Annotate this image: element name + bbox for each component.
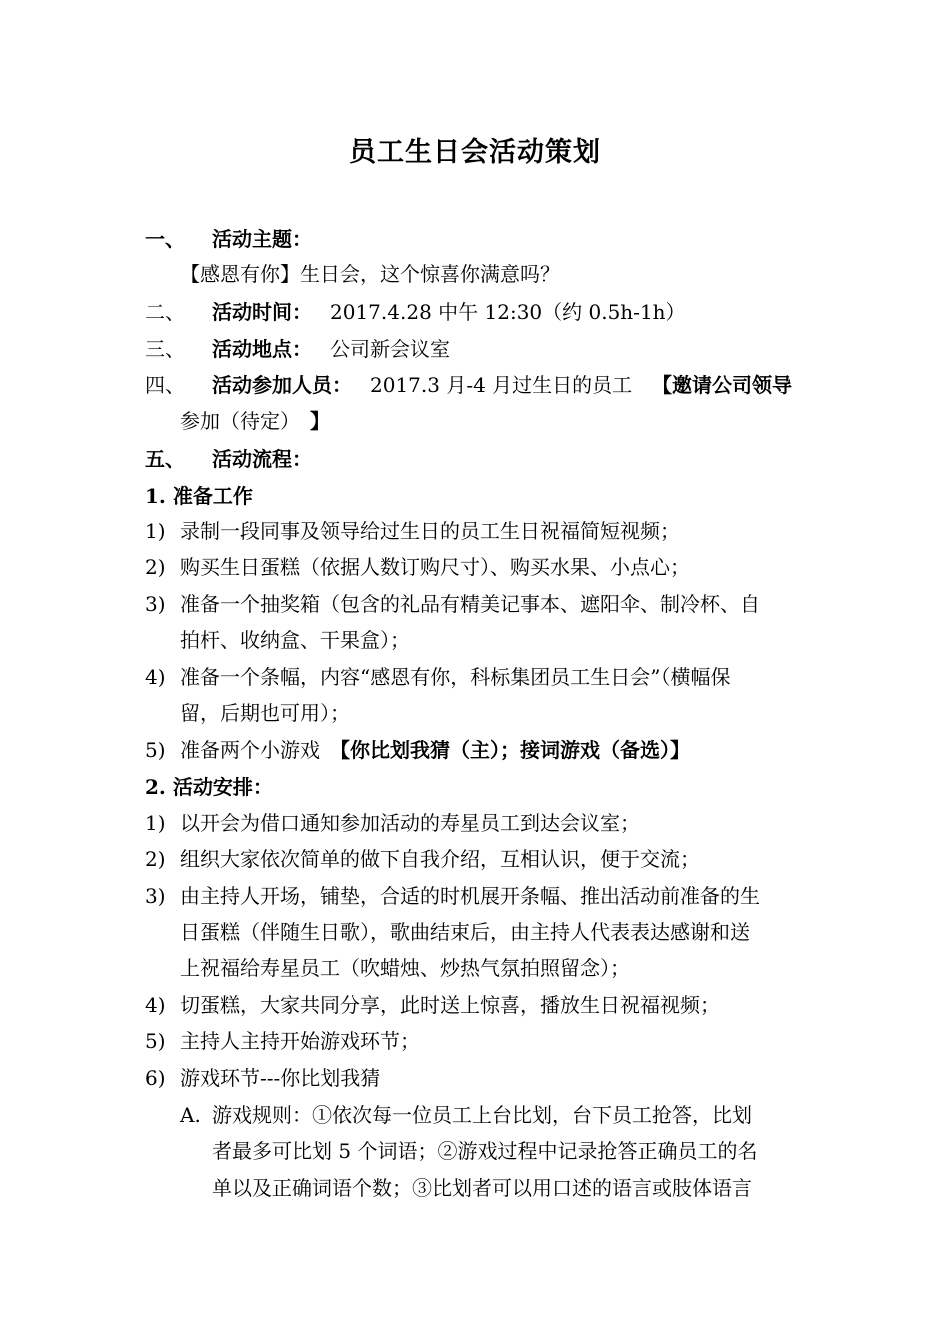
list-number: 4) [145, 665, 166, 689]
section-content: 2017.4.28 中午 12:30（约 0.5h-1h） [330, 300, 686, 324]
section-label: 活动参加人员： [212, 373, 352, 397]
section-content: 公司新会议室 [330, 337, 450, 361]
list-item: 录制一段同事及领导给过生日的员工生日祝福简短视频； [180, 519, 680, 543]
subsection-heading: 2. 活动安排： [145, 775, 273, 799]
list-number: 1) [145, 519, 166, 543]
list-item: 组织大家依次简单的做下自我介绍，互相认识，便于交流； [180, 847, 700, 871]
list-item: 准备两个小游戏 [180, 738, 320, 762]
section-label: 活动地点： [212, 337, 312, 361]
list-item: 由主持人开场，铺垫，合适的时机展开条幅、推出活动前准备的生 [180, 884, 760, 908]
section-number: 三、 [145, 337, 185, 361]
list-number: 4) [145, 993, 166, 1017]
list-item: 准备一个抽奖箱（包含的礼品有精美记事本、遮阳伞、制冷杯、自 [180, 592, 760, 616]
section-number: 二、 [145, 300, 185, 324]
section-label: 活动主题： [212, 227, 312, 251]
list-number: 1) [145, 811, 166, 835]
list-item: 以开会为借口通知参加活动的寿星员工到达会议室； [180, 811, 640, 835]
section-content-emphasis: 】 [310, 409, 330, 433]
section-content: 参加（待定） [180, 409, 300, 433]
list-number: 5) [145, 738, 166, 762]
list-number: 3) [145, 592, 166, 616]
section-number: 四、 [145, 373, 185, 397]
list-number: 3) [145, 884, 166, 908]
list-number: 5) [145, 1029, 166, 1053]
list-item-continued: 拍杆、收纳盒、干果盒）； [180, 628, 410, 652]
game-rules-text: 者最多可比划 5 个词语；②游戏过程中记录抢答正确员工的名 [212, 1139, 758, 1163]
list-item: 购买生日蛋糕（依据人数订购尺寸）、购买水果、小点心； [180, 555, 690, 579]
sublist-letter: A. [180, 1103, 201, 1127]
game-rules-text: 单以及正确词语个数；③比划者可以用口述的语言或肢体语言 [212, 1176, 752, 1200]
list-item: 主持人主持开始游戏环节； [180, 1029, 420, 1053]
list-number: 6) [145, 1066, 166, 1090]
section-content: 【感恩有你】生日会，这个惊喜你满意吗？ [180, 262, 560, 286]
list-item-continued: 日蛋糕（伴随生日歌），歌曲结束后，由主持人代表表达感谢和送 [180, 920, 750, 944]
list-item-continued: 上祝福给寿星员工（吹蜡烛、炒热气氛拍照留念）； [180, 956, 630, 980]
section-number: 一、 [145, 227, 185, 251]
list-number: 2) [145, 847, 166, 871]
section-label: 活动流程： [212, 447, 312, 471]
section-label: 活动时间： [212, 300, 312, 324]
list-item-continued: 留，后期也可用）； [180, 701, 350, 725]
list-number: 2) [145, 555, 166, 579]
list-item: 游戏环节---你比划我猜 [180, 1066, 381, 1090]
page-title: 员工生日会活动策划 [349, 137, 601, 168]
list-item-emphasis: 【你比划我猜（主）；接词游戏（备选）】 [330, 738, 690, 762]
subsection-heading: 1. 准备工作 [145, 484, 253, 508]
game-rules-text: 游戏规则：①依次每一位员工上台比划，台下员工抢答，比划 [212, 1103, 752, 1127]
list-item: 切蛋糕，大家共同分享，此时送上惊喜，播放生日祝福视频； [180, 993, 720, 1017]
section-content: 2017.3 月-4 月过生日的员工 [370, 373, 633, 397]
section-number: 五、 [145, 447, 185, 471]
section-content-emphasis: 【邀请公司领导 [652, 373, 792, 397]
list-item: 准备一个条幅，内容“感恩有你，科标集团员工生日会”（横幅保 [180, 665, 731, 689]
